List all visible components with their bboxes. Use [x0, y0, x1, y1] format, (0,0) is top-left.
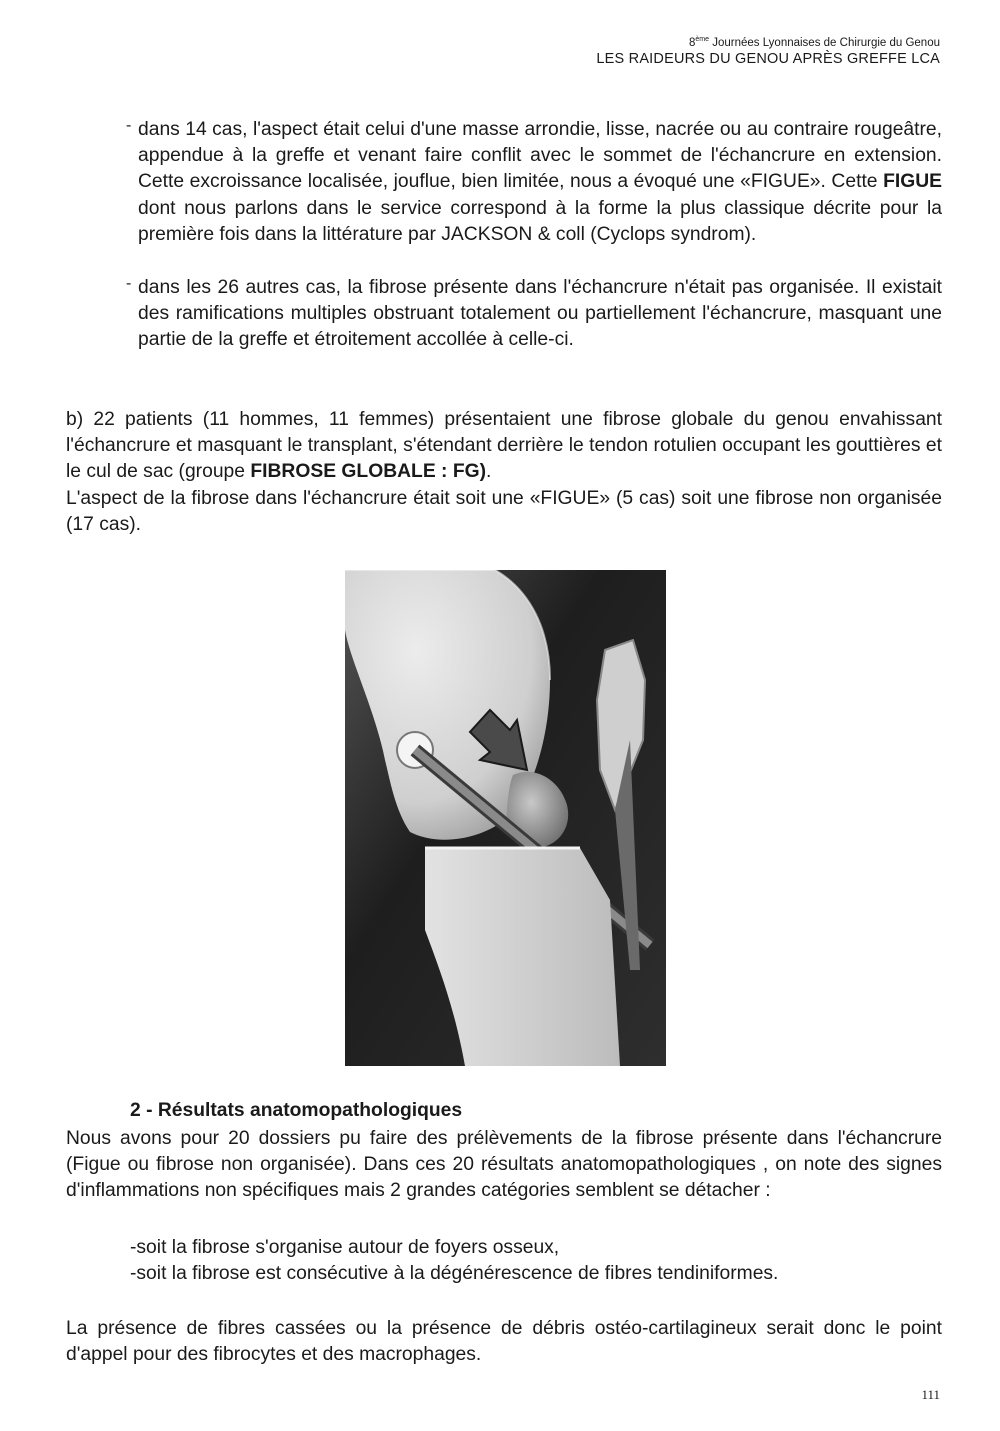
header-number: 8: [688, 37, 696, 49]
page-number: 111: [921, 1387, 940, 1402]
header-title: LES RAIDEURS DU GENOU APRÈS GREFFE LCA: [596, 51, 940, 68]
paragraph-b: [66, 407, 942, 486]
list-item: -soit la fibrose est consécutive à la dégénérescence de fibres tendiniformes.: [130, 1263, 779, 1284]
knee-illustration: [345, 570, 666, 1066]
bullet-figue: [126, 117, 942, 248]
bullet-dash: -: [126, 117, 132, 134]
bullet-figue-text: [138, 117, 942, 248]
bullet-non-organisee: [126, 275, 942, 354]
bullet-figue-post: dont nous parlons dans le service correspond à la forme la plus classique décrite pour la première fois dans la littérature par JACKSON & coll (Cyclops syndrom).: [138, 197, 942, 245]
header-conference: [596, 36, 940, 50]
section-conclusion: La présence de fibres cassées ou la présence de débris ostéo-cartilagineux serait donc le point d'appel pour des fibrocytes et des macrophages.: [66, 1318, 942, 1366]
bullet-figue-bold: FIGUE: [883, 171, 942, 193]
paragraph-b-pre: b) 22 patients (11 hommes, 11 femmes) présentaient une fibrose globale du genou envahissant l'échancrure et masquant le transplant, s'étendant derrière le tendon rotulien occupant les gouttières et le cul de sac (groupe: [66, 409, 942, 483]
running-header: [596, 36, 940, 69]
bullet-non-organisee-text: dans les 26 autres cas, la fibrose présente dans l'échancrure n'était pas organisée. Il existait des ramifications multiples obstruant totalement ou partiellement l'échancrure, masquant une partie de la greffe et étroitement accollée à celle-ci.: [138, 277, 942, 351]
bullet-dash: -: [126, 275, 132, 292]
header-sup: ème: [695, 36, 709, 44]
knee-figure: [345, 570, 666, 1066]
header-conference-name: Journées Lyonnaises de Chirurgie du Genou: [709, 37, 940, 49]
bullet-figue-pre: dans 14 cas, l'aspect était celui d'une masse arrondie, lisse, nacrée ou au contraire rougeâtre, appendue à la greffe et venant faire conflit avec le sommet de l'échancrure en extension. Cette excroissance localisée, jouflue, bien limitée, nous a évoqué une «FIGUE». Cette: [138, 119, 942, 193]
section-body: Nous avons pour 20 dossiers pu faire des prélèvements de la fibrose présente dans l'échancrure (Figue ou fibrose non organisée). Dans ces 20 résultats anatomopathologiques , on note des signes d'inflammations non spécifiques mais 2 grandes catégories semblent se détacher :: [66, 1128, 942, 1202]
list-item: -soit la fibrose s'organise autour de foyers osseux,: [130, 1237, 560, 1258]
paragraph-b-bold: FIBROSE GLOBALE : FG): [250, 461, 487, 483]
section-title: 2 - Résultats anatomopathologiques: [130, 1100, 463, 1121]
paragraph-b-post: .: [486, 461, 492, 483]
paragraph-aspect: L'aspect de la fibrose dans l'échancrure était soit une «FIGUE» (5 cas) soit une fibrose non organisée (17 cas).: [66, 488, 942, 536]
